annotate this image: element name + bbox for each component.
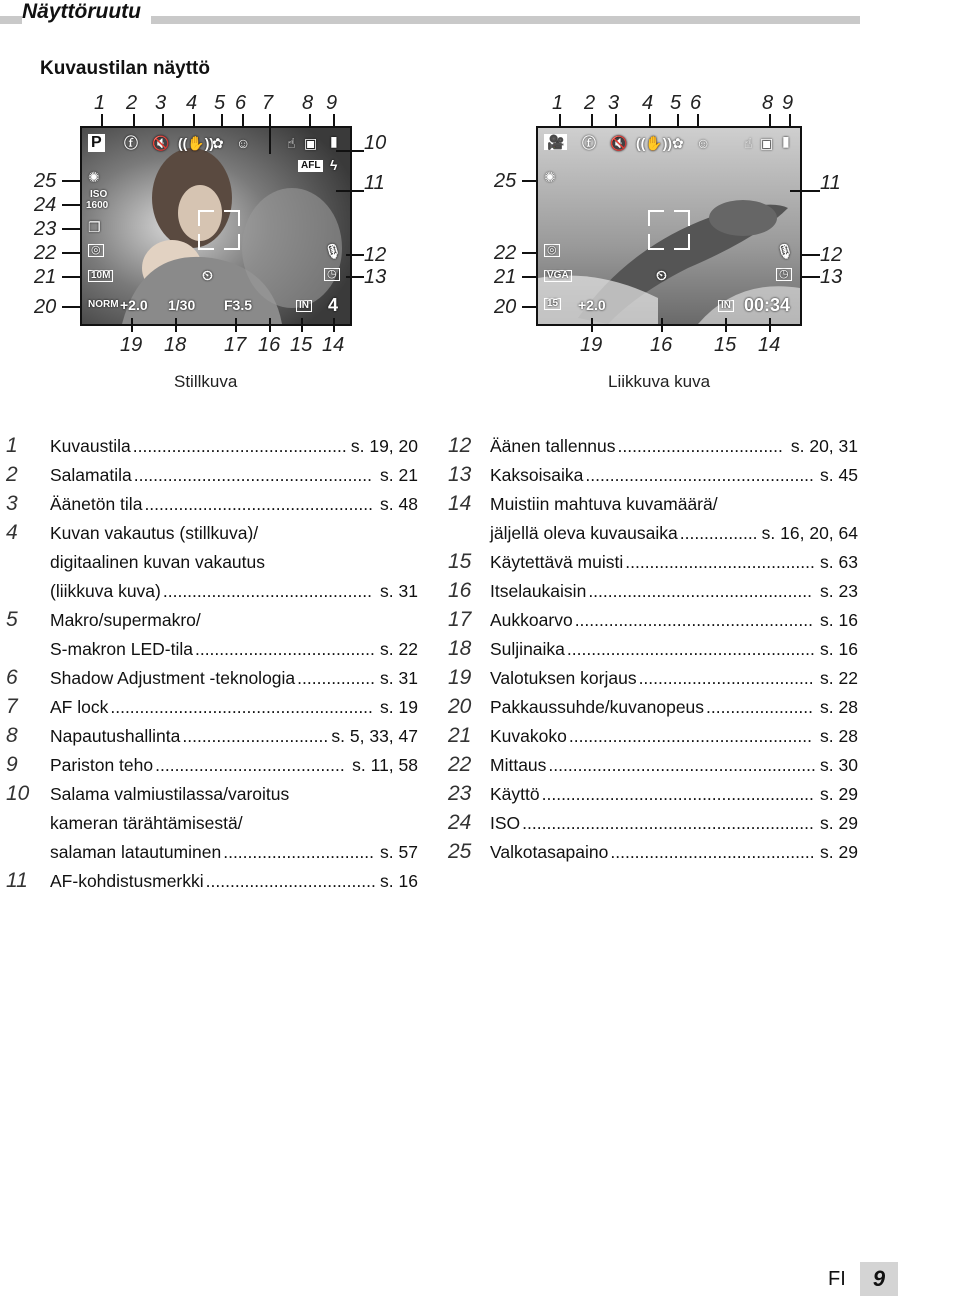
callout-lead-line [336,150,364,152]
legend-text: Kaksoisaika [490,465,584,485]
still.top_numbers-callout-2: 2 [126,92,138,114]
legend-page-ref: s. 16 [820,639,858,659]
legend-text: Itselaukaisin [490,581,587,601]
legend-leader-dots: .................................... [638,668,814,688]
legend-text: Kuvan vakautus (stillkuva)/ [50,523,259,543]
legend-page-ref: s. 11, 58 [352,755,418,775]
legend-page-ref: s. 31 [380,668,418,688]
still.side_left-callout-24: 24 [34,194,57,216]
image-size-label: 10M [88,270,113,282]
af-mark [674,210,690,226]
callout-lead-line [62,180,82,182]
legend-text: Mittaus [490,755,547,775]
movie.top_numbers-callout-9: 9 [782,92,794,114]
legend-page-ref: s. 57 [380,842,418,862]
callout-lead-line [522,306,538,308]
callout-lead-line [62,228,82,230]
legend-text: digitaalinen kuvan vakautus [50,552,266,572]
callout-lead-line [522,276,538,278]
callout-lead-line [242,114,244,126]
movie.top_numbers-callout-4: 4 [642,92,654,114]
legend-number: 20 [448,695,472,718]
movie.side_left-callout-21: 21 [494,266,517,288]
still.top_numbers-callout-9: 9 [326,92,338,114]
callout-lead-line [346,254,364,256]
legend-text: Aukkoarvo [490,610,573,630]
callout-lead-line [62,276,82,278]
still.top_numbers-callout-5: 5 [214,92,226,114]
callout-lead-line [162,114,164,126]
drive-icon: ❐ [88,219,101,235]
still.top_numbers-callout-1: 1 [94,92,106,114]
af-mark [648,234,664,250]
legend-page-ref: s. 19, 20 [350,436,418,456]
frame-rate-label: 15 [544,298,561,310]
white-balance-icon: ✺ [88,169,100,185]
exposure-value: +2.0 [578,297,606,313]
flash-warning-icon: ϟ [330,157,338,173]
memory-indicator: IN [296,300,312,312]
still.bottom_numbers-callout-19: 19 [120,334,143,356]
af-mark [648,210,664,226]
legend-number: 4 [6,521,18,544]
macro-icon: ✿ [212,135,224,151]
still-caption: Stillkuva [174,372,238,391]
legend-page-ref: s. 23 [820,581,858,601]
legend-number: 25 [448,840,472,863]
legend-text: Pakkaussuhde/kuvanopeus [490,697,705,717]
stabilizer-icon: ((✋)) [636,135,673,151]
legend-leader-dots: ............................................... [585,465,814,485]
callout-lead-line [790,190,820,192]
still.side_right-callout-12: 12 [364,244,387,266]
callout-lead-line [591,114,593,126]
callout-lead-line [591,318,593,332]
legend-text: jäljellä oleva kuvausaika [490,523,678,543]
memory-indicator: IN [718,300,734,312]
legend-text: Käytettävä muisti [490,552,624,572]
af-mark [198,234,214,250]
legend-leader-dots: ............................................................ [522,813,814,833]
movie-caption: Liikkuva kuva [608,372,711,391]
callout-lead-line [725,318,727,332]
legend-leader-dots: ................................................... [566,639,815,659]
legend-page-ref: s. 63 [820,552,858,572]
footer-language: FI [828,1268,846,1290]
stabilizer-icon: ((✋)) [178,135,215,151]
legend-number: 11 [6,869,28,892]
legend-leader-dots: ............................................ [132,436,347,456]
still.side_left-callout-21: 21 [34,266,57,288]
sound-record-icon: 🎙 [324,243,342,259]
legend-leader-dots: ................ [679,523,758,543]
movie.top_numbers-callout-6: 6 [690,92,702,114]
legend-text: Äänetön tila [50,494,143,514]
legend-leader-dots: ..................................... [194,639,375,659]
legend-number: 9 [6,753,18,776]
callout-lead-line [221,114,223,126]
legend-text: Pariston teho [50,755,154,775]
legend-number: 18 [448,637,472,660]
still.side_left-callout-20: 20 [34,296,57,318]
still.bottom_numbers-callout-18: 18 [164,334,187,356]
legend-number: 17 [448,608,472,631]
callout-lead-line [133,114,135,126]
legend-number: 1 [6,434,18,457]
callout-lead-line [800,254,820,256]
legend-number: 12 [448,434,472,457]
legend-page-ref: s. 45 [820,465,858,485]
legend-text: AF lock [50,697,109,717]
silent-icon: 🔇 [610,135,628,151]
legend-text: Valotuksen korjaus [490,668,637,688]
legend-leader-dots: ................ [297,668,375,688]
callout-lead-line [697,114,699,126]
macro-icon: ✿ [672,135,684,151]
mode-icon: P [88,134,105,152]
legend-text: Suljinaika [490,639,565,659]
legend-leader-dots: .......................................... [610,842,815,862]
legend-text: ISO [490,813,521,833]
aperture-value: F3.5 [224,297,253,313]
legend-page-ref: s. 22 [380,639,418,659]
legend-page-ref: s. 19 [380,697,418,717]
still.top_numbers-callout-4: 4 [186,92,198,114]
dual-time-icon: ◷ [324,268,340,281]
still.side_left-callout-25: 25 [34,170,57,192]
legend-number: 15 [448,550,472,573]
legend-leader-dots: ....................................... [155,755,345,775]
metering-icon: ◎ [544,244,560,257]
tap-control-icon: ☝ [744,135,753,151]
legend-number: 22 [448,753,472,776]
afl-indicator: AFL [298,160,323,172]
legend-text: Shadow Adjustment -teknologia [50,668,296,688]
movie.side_right-callout-13: 13 [820,266,843,288]
legend-leader-dots: .................................. [617,436,783,456]
legend-leader-dots: ...................................................... [110,697,373,717]
shadow-adjust-icon: ☺ [236,135,251,151]
tap-control-icon: ☝ [287,135,296,151]
legend-leader-dots: .............................. [182,726,329,746]
legend-leader-dots: ....................................... [625,552,815,572]
movie.side_right-callout-11: 11 [820,172,841,194]
still-screen [80,126,352,326]
movie-screen [536,126,802,326]
callout-lead-line [235,318,237,332]
legend-number: 16 [448,579,472,602]
legend-text: Äänen tallennus [490,436,616,456]
legend-number: 14 [448,492,472,515]
legend-text: kameran tärähtämisestä/ [50,813,243,833]
legend-number: 5 [6,608,18,631]
still.top_numbers-callout-8: 8 [302,92,314,114]
legend-number: 21 [448,724,472,747]
legend-leader-dots: ............................................... [144,494,373,514]
still.bottom_numbers-callout-14: 14 [322,334,345,356]
legend-leader-dots: ............................... [223,842,374,862]
battery-icon: ▮ [330,133,338,149]
movie.top_numbers-callout-1: 1 [552,92,564,114]
dual-time-icon: ◷ [776,268,792,281]
callout-lead-line [301,318,303,332]
callout-lead-line [62,306,82,308]
callout-lead-line [615,114,617,126]
legend-page-ref: s. 48 [380,494,418,514]
legend-number: 23 [448,782,472,805]
legend-leader-dots: ...................... [706,697,814,717]
still.bottom_numbers-callout-15: 15 [290,334,313,356]
legend-leader-dots: ................................................. [133,465,372,485]
movie.bottom_numbers-callout-15: 15 [714,334,737,356]
movie.side_left-callout-25: 25 [494,170,517,192]
movie.side_left-callout-22: 22 [494,242,517,264]
callout-lead-line [101,114,103,126]
legend-leader-dots: ........................................................ [541,784,814,804]
af-mark [224,234,240,250]
legend-page-ref: s. 16, 20, 64 [761,523,858,543]
legend-text: Muistiin mahtuva kuvamäärä/ [490,494,718,514]
movie.side_left-callout-20: 20 [494,296,517,318]
legend-leader-dots: ....................................................... [548,755,816,775]
legend-page-ref: s. 29 [820,813,858,833]
callout-lead-line [649,114,651,126]
callout-lead-line [661,318,663,332]
legend-number: 24 [448,811,472,834]
legend-page-ref: s. 22 [820,668,858,688]
still.side_right-callout-13: 13 [364,266,387,288]
legend-number: 19 [448,666,472,689]
legend-text: Valkotasapaino [490,842,609,862]
af-mark [198,210,214,226]
af-mark [224,210,240,226]
callout-lead-line [269,114,271,154]
callout-lead-line [800,276,820,278]
callout-lead-line [269,318,271,332]
page-title: Näyttöruutu [22,0,151,24]
callout-lead-line [769,318,771,332]
af-mark [674,234,690,250]
callout-lead-line [309,114,311,126]
legend-page-ref: s. 30 [820,755,858,775]
callout-lead-line [522,180,538,182]
still.side_left-callout-23: 23 [34,218,57,240]
legend-number: 8 [6,724,18,747]
camera-icon: ▣ [760,135,774,151]
movie-mode-icon: 🎥 [544,134,567,150]
legend-page-ref: s. 28 [820,726,858,746]
still.bottom_numbers-callout-17: 17 [224,334,247,356]
legend-leader-dots: .............................................. [588,581,812,601]
callout-lead-line [62,204,82,206]
legend-number: 2 [6,463,18,486]
remaining-time: 00:34 [744,295,791,315]
movie.top_numbers-callout-5: 5 [670,92,682,114]
movie.side_right-callout-12: 12 [820,244,843,266]
legend-text: Napautushallinta [50,726,181,746]
legend-number: 13 [448,463,472,486]
still.side_right-callout-10: 10 [364,132,387,154]
iso-value: 1600 [86,200,109,211]
legend-leader-dots: ................................... [205,871,376,891]
legend-text: Käyttö [490,784,540,804]
callout-lead-line [333,114,335,126]
legend-page-ref: s. 16 [380,871,418,891]
legend-number: 10 [6,782,30,805]
legend-text: (liikkuva kuva) [50,581,161,601]
self-timer-icon: ⏲ [656,267,667,283]
page-header [0,0,860,26]
shutter-speed: 1/30 [168,297,196,313]
still.side_right-callout-11: 11 [364,172,385,194]
still.bottom_numbers-callout-16: 16 [258,334,281,356]
callout-lead-line [522,252,538,254]
sound-record-icon: 🎙 [776,243,794,259]
movie.top_numbers-callout-2: 2 [584,92,596,114]
legend-page-ref: s. 29 [820,842,858,862]
callout-lead-line [677,114,679,126]
flash-icon: ⓕ [582,135,596,151]
shot-count: 4 [328,295,339,315]
legend-text: S-makron LED-tila [50,639,193,659]
legend-text: Salama valmiustilassa/varoitus [50,784,290,804]
legend-page-ref: s. 29 [820,784,858,804]
legend-page-ref: s. 16 [820,610,858,630]
section-title: Kuvaustilan näyttö [40,58,210,79]
legend-number: 3 [6,492,18,515]
callout-lead-line [789,114,791,126]
legend-page-ref: s. 31 [380,581,418,601]
callout-lead-line [175,318,177,332]
movie.bottom_numbers-callout-14: 14 [758,334,781,356]
legend-number: 6 [6,666,18,689]
legend-text: Kuvakoko [490,726,567,746]
legend-text: Salamatila [50,465,132,485]
metering-icon: ◎ [88,244,104,257]
still.top_numbers-callout-3: 3 [155,92,167,114]
exposure-value: +2.0 [120,297,148,313]
still.side_left-callout-22: 22 [34,242,57,264]
still.top_numbers-callout-7: 7 [262,92,274,114]
legend-page-ref: s. 21 [380,465,418,485]
legend-leader-dots: .................................................. [568,726,812,746]
callout-lead-line [559,114,561,126]
compression-label: NORM [88,299,119,310]
camera-icon: ▣ [304,135,318,151]
callout-lead-line [193,114,195,126]
image-size-label: VGA [544,270,572,282]
legend-text: AF-kohdistusmerkki [50,871,204,891]
legend-leader-dots: ................................................. [574,610,813,630]
white-balance-icon: ✺ [544,169,556,185]
legend-leader-dots: ........................................... [162,581,372,601]
callout-lead-line [333,318,335,332]
callout-lead-line [131,318,133,332]
legend-text: Makro/supermakro/ [50,610,201,630]
movie.bottom_numbers-callout-16: 16 [650,334,673,356]
movie.top_numbers-callout-3: 3 [608,92,620,114]
still.top_numbers-callout-6: 6 [235,92,247,114]
movie.bottom_numbers-callout-19: 19 [580,334,603,356]
legend-text: Kuvaustila [50,436,131,456]
callout-lead-line [336,190,364,192]
legend-number: 7 [6,695,18,718]
silent-icon: 🔇 [152,135,170,151]
callout-lead-line [346,276,364,278]
flash-icon: ⓕ [124,135,138,151]
shadow-adjust-icon: ☺ [696,135,711,151]
self-timer-icon: ⏲ [202,267,213,283]
legend-text: salaman latautuminen [50,842,222,862]
legend-page-ref: s. 5, 33, 47 [331,726,418,746]
legend-page-ref: s. 20, 31 [790,436,858,456]
callout-lead-line [62,252,82,254]
legend-page-ref: s. 28 [820,697,858,717]
still-photo [82,128,350,324]
movie.top_numbers-callout-8: 8 [762,92,774,114]
callout-lead-line [769,114,771,126]
footer-page-number: 9 [860,1262,898,1296]
battery-icon: ▮ [782,133,790,149]
iso-label: ISO [90,189,108,200]
